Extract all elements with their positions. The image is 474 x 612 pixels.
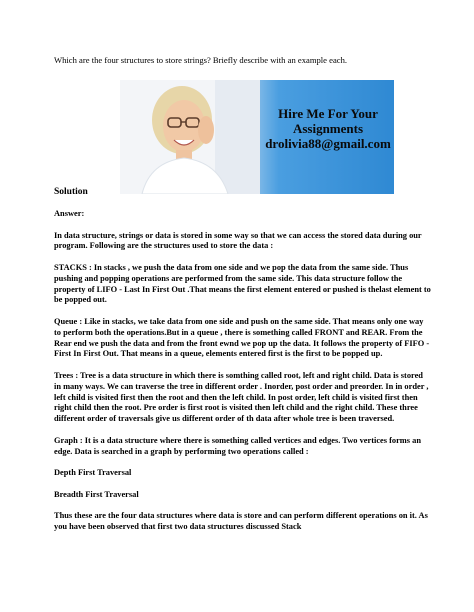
answer-label: Answer: (54, 209, 85, 218)
paragraph-trees: Trees : Tree is a data structure in which there is somthing called root, left and right child. Data is stored in many ways. We can traverse the tree in different order . Inorder, post order and preorder. In in order , left child is visited first then the root and then the left child. In post order, left child is visited first then right child then the root. Pre order is first root is visited then left child and the right child. These three different order of traversals give us different order of th data after whole tree is been traversed. (54, 370, 429, 424)
banner-line-2: Assignments (292, 121, 364, 136)
paragraph-stacks: STACKS : In stacks , we push the data from one side and we pop the data from the same side. Thus pushing and popping operations are performed from the same side. This data structure follow the property of LIFO - Last In First Out .That means the first element entered or pushed is thelast element to be popped out. (54, 262, 431, 305)
banner-text (262, 106, 394, 151)
banner-line-1: Hire Me For Your (278, 106, 378, 121)
paragraph-queue: Queue : Like in stacks, we take data from one side and push on the same side. That means only one way to perform both the operations.But in a queue , there is something called FRONT and REAR. From the Rear end we push the data and from the front ewnd we pop up the data. It follows the property of FIFO - First In First Out. That means in a queue, elements entered first is the first to be popped up. (54, 316, 430, 359)
promo-banner (120, 80, 394, 194)
paragraph-graph: Graph : It is a data structure where there is something called vertices and edges. Two vertices forms an edge. Data is searched in a graph by performing two operations called : (54, 435, 421, 456)
paragraph-dfs: Depth First Traversal (54, 468, 132, 478)
paragraph-conclusion: Thus these are the four data structures where data is store and can perform different operations on it. As you have been observed that first two data structures discussed Stack (54, 511, 428, 532)
paragraph-intro: In data structure, strings or data is stored in some way so that we can access the stored data during our program. Following are the structures used to store the data : (54, 230, 422, 251)
banner-email: drolivia88@gmail.com (265, 136, 391, 151)
woman-photo (120, 80, 260, 194)
solution-label: Solution (54, 187, 88, 197)
answer-body (54, 209, 432, 544)
paragraph-bfs: Breadth First Traversal (54, 489, 139, 499)
question-text: Which are the four structures to store strings? Briefly describe with an example each. (54, 55, 348, 65)
